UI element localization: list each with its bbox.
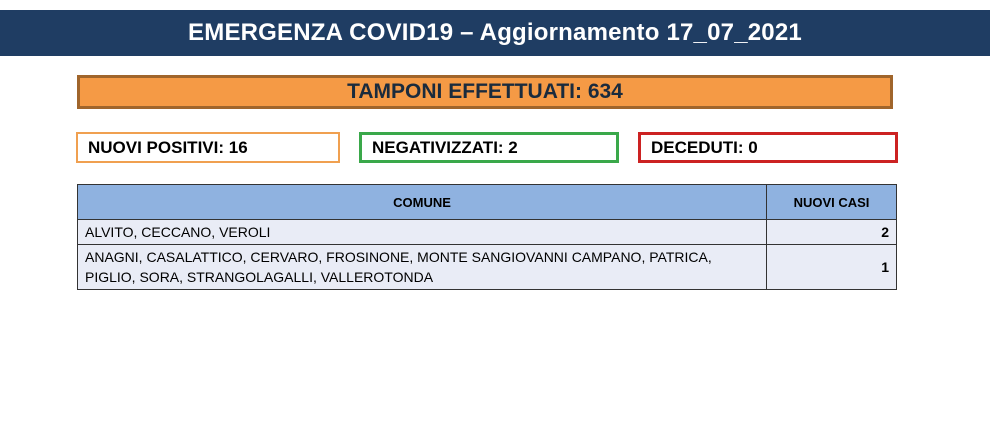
- cell-comune: ANAGNI, CASALATTICO, CERVARO, FROSINONE, MONTE SANGIOVANNI CAMPANO, PATRICA, PIGLIO, SORA, STRANGOLAGALLI, VALLEROTONDA: [78, 245, 767, 290]
- report-title: EMERGENZA COVID19 – Aggiornamento 17_07_2021: [188, 19, 802, 46]
- tamponi-box: [77, 75, 893, 109]
- cases-table: [77, 184, 897, 290]
- cell-nuovi-casi: 2: [767, 220, 897, 245]
- column-header-comune: COMUNE: [78, 185, 767, 220]
- cell-comune: ALVITO, CECCANO, VEROLI: [78, 220, 767, 245]
- column-header-nuovi-casi: NUOVI CASI: [767, 185, 897, 220]
- deceduti-box: [638, 132, 898, 163]
- nuovi-positivi-box: [76, 132, 340, 163]
- negativizzati-box: [359, 132, 619, 163]
- nuovi-positivi-label: NUOVI POSITIVI: 16: [88, 137, 248, 157]
- cell-nuovi-casi: 1: [767, 245, 897, 290]
- table-row: [78, 245, 897, 290]
- deceduti-label: DECEDUTI: 0: [651, 137, 758, 157]
- tamponi-label: TAMPONI EFFETTUATI: 634: [347, 80, 623, 103]
- table-header-row: [78, 185, 897, 220]
- report-header: [0, 10, 990, 56]
- table-row: [78, 220, 897, 245]
- negativizzati-label: NEGATIVIZZATI: 2: [372, 137, 518, 157]
